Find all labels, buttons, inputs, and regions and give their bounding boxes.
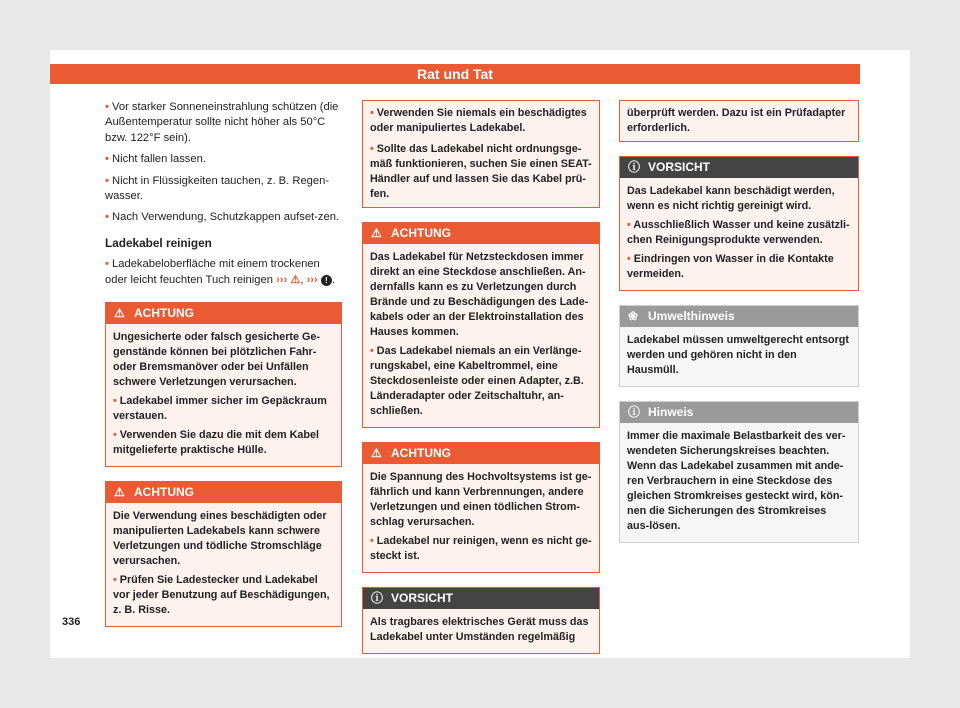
box-title: ACHTUNG — [134, 485, 194, 500]
warning-triangle-icon: ⚠ — [114, 306, 125, 321]
box-text: Die Verwendung eines beschädigten oder manipulierten Ladekabels kann schwere Verletzungen und tödliche Stromschläge verursachen. — [113, 510, 327, 568]
box-text: Das Ladekabel kann beschädigt werden, wenn es nicht richtig gereinigt wird. — [627, 185, 835, 212]
list-item: • Ladekabel immer sicher im Gepäckraum verstauen. — [113, 394, 334, 424]
box-title: ACHTUNG — [134, 306, 194, 321]
caution-box — [362, 587, 600, 654]
box-text: Das Ladekabel für Netzsteckdosen immer direkt an eine Steckdose anschließen. An-dernfalls kann es zu Verletzungen durch Brände und zu Beschädigungen des Lade-kabels oder an der Elektroinstallation des Hauses kommen. — [370, 251, 589, 338]
exclamation-circle-icon: ⓘ — [628, 160, 641, 174]
exclamation-circle-icon: ⓘ — [371, 591, 384, 605]
section-header: Rat und Tat — [50, 64, 860, 84]
subheading: Ladekabel reinigen — [105, 235, 212, 250]
warning-box — [105, 302, 342, 467]
environment-box — [619, 305, 859, 387]
list-item: • Das Ladekabel niemals an ein Verlänge-rungskabel, eine Kabeltrommel, eine Steckdosenleiste oder einen Adapter, z.B. Länderadapter oder Zeitschaltuhr, an-schließen. — [370, 344, 592, 419]
reference-arrows: ››› — [306, 273, 318, 286]
warning-box — [362, 442, 600, 573]
box-text: Immer die maximale Belastbarkeit des ver-wendeten Sicherungskreises beachten. Wenn das Ladekabel zusammen mit ande-ren Verbrauchern in eine Steckdose des gleichen Stromkreises gesteckt wird, kön-nen die Sicherungen des Stromkreises aus-lösen. — [627, 430, 846, 532]
list-item: • Nicht fallen lassen. — [105, 152, 342, 167]
clean-text: Ladekabeloberfläche mit einem trockenen oder leicht feuchten Tuch reinigen — [105, 258, 320, 286]
list-item: • Vor starker Sonneneinstrahlung schützen (die Außentemperatur sollte nicht höher als 50°C bzw. 122°F sein). — [105, 100, 342, 146]
warning-triangle-icon: ⚠ — [114, 485, 125, 500]
exclamation-circle-icon: ! — [321, 275, 332, 286]
list-item: • Ladekabel nur reinigen, wenn es nicht ge-steckt ist. — [370, 534, 592, 564]
box-title: ACHTUNG — [391, 226, 451, 240]
column-2 — [362, 100, 600, 668]
column-1 — [105, 100, 342, 641]
column-3 — [619, 100, 859, 557]
warning-triangle-icon: ⚠ — [371, 226, 382, 240]
box-title: Umwelthinweis — [648, 309, 735, 323]
list-item: • Prüfen Sie Ladestecker und Ladekabel vor jeder Benutzung auf Beschädigungen, z. B. Risse. — [113, 573, 334, 618]
info-icon: ⓘ — [628, 405, 641, 419]
list-item: • Verwenden Sie dazu die mit dem Kabel mitgelieferte praktische Hülle. — [113, 428, 334, 458]
box-text: Als tragbares elektrisches Gerät muss das Ladekabel unter Umständen regelmäßig — [370, 616, 589, 643]
list-item: • Ausschließlich Wasser und keine zusätzli-chen Reinigungsprodukte verwenden. — [627, 218, 851, 248]
list-item: • Verwenden Sie niemals ein beschädigtes oder manipuliertes Ladekabel. — [370, 106, 592, 136]
box-title: VORSICHT — [391, 591, 454, 605]
list-item: • Ladekabeloberfläche mit einem trockenen oder leicht feuchten Tuch reinigen ››› ⚠, ››› ! . — [105, 257, 342, 288]
box-text: Die Spannung des Hochvoltsystems ist ge-fährlich und kann Verbrennungen, andere Verletzungen und einen tödlichen Strom-schlag verursachen. — [370, 471, 592, 528]
warning-triangle-icon: ⚠ — [371, 446, 382, 460]
page-number: 336 — [62, 616, 81, 628]
hint-box — [619, 401, 859, 543]
box-text: Ladekabel müssen umweltgerecht entsorgt werden und gehören nicht in den Hausmüll. — [627, 334, 849, 376]
box-title: VORSICHT — [648, 160, 711, 174]
list-item: • Nicht in Flüssigkeiten tauchen, z. B. Regen-wasser. — [105, 174, 342, 205]
list-item: • Nach Verwendung, Schutzkappen aufset-zen. — [105, 210, 342, 225]
reference-arrows: ››› — [276, 273, 288, 286]
warning-box — [105, 481, 342, 627]
box-text: Ungesicherte oder falsch gesicherte Ge-genstände können bei plötzlichen Fahr-oder Bremsmanöver oder bei Unfällen schwere Verletzungen verursachen. — [113, 331, 321, 389]
continued-box — [362, 100, 600, 208]
list-item: • Sollte das Ladekabel nicht ordnungsge-mäß funktionieren, suchen Sie einen SEAT-Händler auf und lassen Sie das Kabel prü-fen. — [370, 142, 592, 202]
flower-icon: ❀ — [628, 309, 639, 323]
warning-triangle-icon: ⚠ — [290, 273, 301, 286]
box-title: Hinweis — [648, 405, 694, 419]
box-title: ACHTUNG — [391, 446, 451, 460]
list-item: • Eindringen von Wasser in die Kontakte vermeiden. — [627, 252, 851, 282]
warning-box — [362, 222, 600, 428]
caution-box — [619, 156, 859, 291]
continued-box: überprüft werden. Dazu ist ein Prüfadapter erforderlich. — [619, 100, 859, 142]
